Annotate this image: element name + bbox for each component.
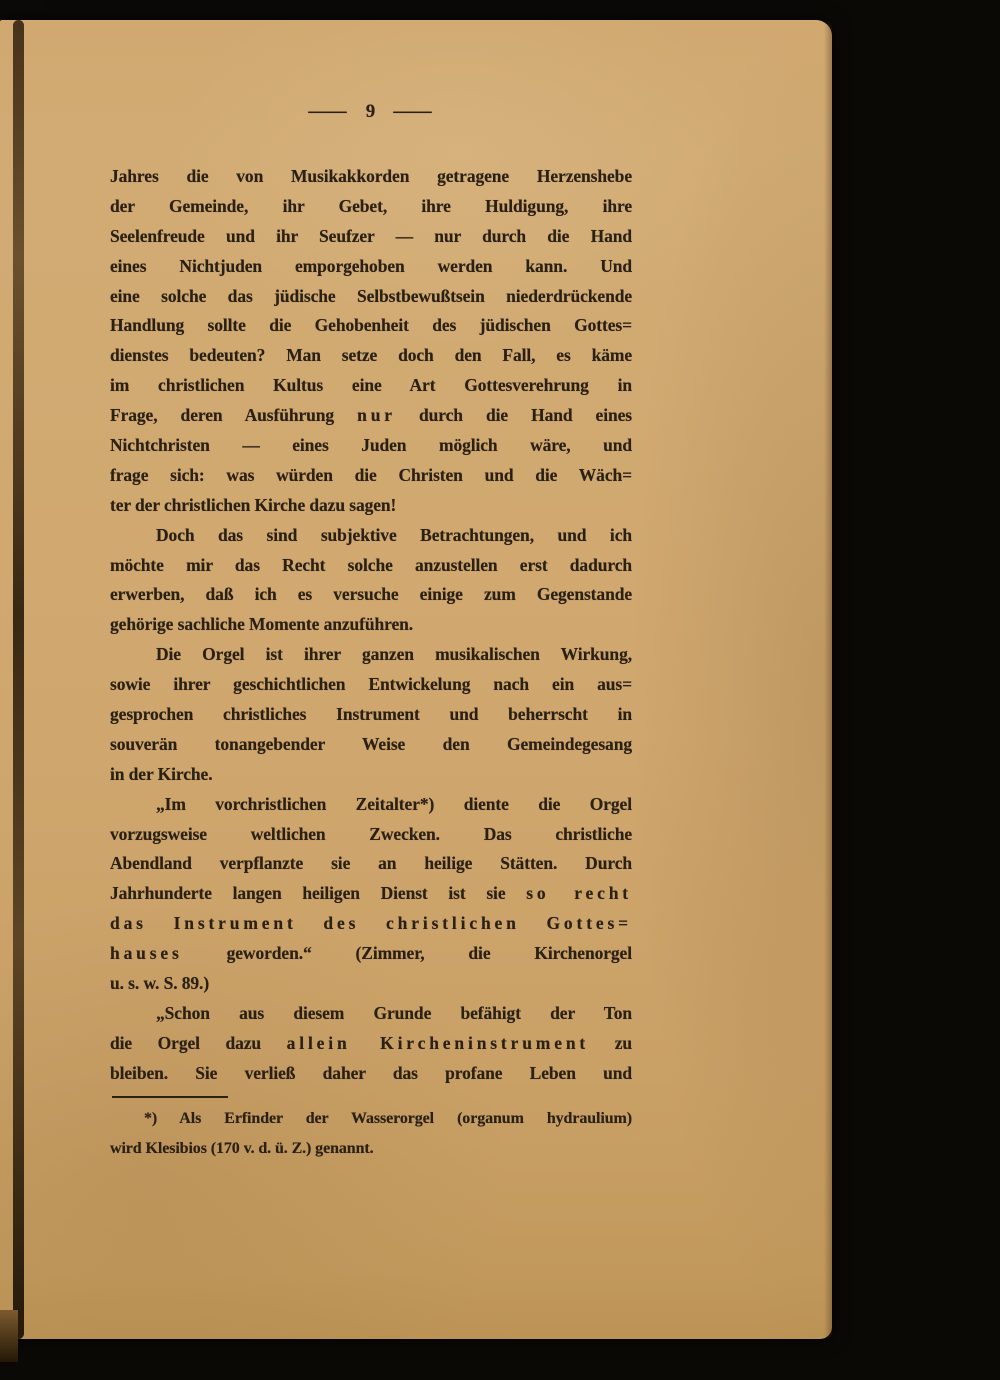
text-line — [110, 521, 632, 551]
text-segment: der Gemeinde, ihr Gebet, ihre Huldigung, ihre — [110, 195, 632, 216]
text-segment: „Schon aus diesem Grunde befähigt der Ton — [156, 1002, 632, 1023]
text-line — [110, 192, 632, 222]
text-segment: Nichtchristen — eines Juden möglich wäre, und — [110, 435, 632, 456]
text-segment: geworden.“ (Zimmer, die Kirchenorgel — [182, 943, 632, 964]
text-segment: Doch das sind subjektive Betrachtungen, und ich — [156, 524, 632, 545]
text-line — [110, 580, 632, 610]
footnote-rule — [112, 1096, 228, 1098]
text-line — [110, 820, 632, 850]
text-line — [110, 640, 632, 670]
text-segment: wird Klesibios (170 v. d. ü. Z.) genannt. — [110, 1139, 374, 1157]
text-line — [110, 909, 632, 939]
text-line — [110, 491, 632, 521]
spine-fold-tail — [0, 1310, 18, 1362]
text-segment: in der Kirche. — [110, 763, 213, 784]
page-number-value: 9 — [365, 101, 377, 122]
page-content — [110, 100, 632, 1164]
page-number-dash-right: — — [393, 100, 434, 122]
text-line — [110, 252, 632, 282]
text-segment: Abendland verpflanzte sie an heilige Stätten. Durch — [110, 853, 632, 874]
text-line — [110, 431, 632, 461]
text-segment: Seelenfreude und ihr Seufzer — nur durch die Hand — [110, 225, 632, 246]
text-segment: Jahres die von Musikakkorden getragene Herzenshebe — [110, 166, 632, 186]
text-segment: erwerben, daß ich es versuche einige zum Gegenstande — [110, 584, 632, 605]
text-segment: „Im vorchristlichen Zeitalter*) diente die Orgel — [156, 793, 632, 814]
text-line — [110, 939, 632, 969]
text-segment: durch die Hand eines — [395, 405, 632, 426]
main-text — [110, 162, 632, 1089]
text-line — [110, 730, 632, 760]
text-line — [110, 760, 632, 790]
text-line — [110, 282, 632, 312]
text-segment: eines Nichtjuden emporgehoben werden kann. Und — [110, 255, 632, 276]
text-segment: vorzugsweise weltlichen Zwecken. Das christliche — [110, 823, 632, 844]
text-segment: gehörige sachliche Momente anzuführen. — [110, 614, 414, 635]
text-segment: bleiben. Sie verließ daher das profane Leben und — [110, 1062, 632, 1083]
text-segment: *) Als Erfinder der Wasserorgel (organum hydraulium) — [144, 1109, 632, 1127]
letterspaced-text: allein Kircheninstrument — [286, 1032, 590, 1053]
text-line — [110, 162, 632, 192]
text-segment: Frage, deren Ausführung — [110, 405, 358, 426]
text-line — [110, 969, 632, 999]
text-line — [110, 461, 632, 491]
text-segment: im christlichen Kultus eine Art Gottesverehrung in — [110, 375, 632, 396]
text-segment: möchte mir das Recht solche anzustellen erst dadurch — [110, 554, 632, 575]
binding-crease-core — [13, 20, 24, 1339]
letterspaced-text: nur — [357, 405, 396, 426]
text-segment: frage sich: was würden die Christen und die Wäch= — [110, 464, 632, 485]
text-segment: ter der christlichen Kirche dazu sagen! — [110, 494, 397, 515]
text-line — [110, 849, 632, 879]
text-line — [110, 790, 632, 820]
letterspaced-text: so recht — [526, 883, 632, 904]
text-segment: zu — [589, 1032, 632, 1053]
text-segment: Handlung sollte die Gehobenheit des jüdischen Gottes= — [110, 315, 632, 336]
text-line — [110, 222, 632, 252]
text-line — [110, 1134, 632, 1164]
letterspaced-text: das Instrument des christlichen Gottes= — [110, 913, 632, 934]
text-segment: Die Orgel ist ihrer ganzen musikalischen Wirkung, — [156, 644, 632, 665]
letterspaced-text: hauses — [110, 943, 183, 964]
text-line — [110, 341, 632, 371]
text-segment: gesprochen christliches Instrument und beherrscht in — [110, 704, 632, 725]
page-number-dash-left: — — [308, 100, 349, 122]
text-segment: u. s. w. S. 89.) — [110, 973, 210, 994]
text-segment: Jahrhunderte langen heiligen Dienst ist sie — [110, 883, 527, 904]
text-segment: dienstes bedeuten? Man setze doch den Fall, es käme — [110, 345, 632, 366]
text-segment: die Orgel dazu — [110, 1032, 287, 1053]
binding-crease-shadow — [0, 20, 52, 1339]
text-line — [110, 311, 632, 341]
text-line — [110, 610, 632, 640]
text-line — [110, 670, 632, 700]
book-page — [0, 20, 832, 1339]
top-left-corner-notch — [0, 0, 48, 10]
text-segment: souverän tonangebender Weise den Gemeindegesang — [110, 733, 632, 754]
text-line — [110, 700, 632, 730]
text-line — [110, 999, 632, 1029]
text-line — [110, 1029, 632, 1059]
text-segment: eine solche das jüdische Selbstbewußtsein niederdrückende — [110, 285, 632, 306]
text-segment: sowie ihrer geschichtlichen Entwickelung nach ein aus= — [110, 674, 632, 695]
text-line — [110, 401, 632, 431]
page-number — [110, 100, 632, 122]
text-line — [110, 1059, 632, 1089]
text-line — [110, 551, 632, 581]
text-line — [110, 371, 632, 401]
text-line — [110, 1104, 632, 1134]
footnote — [110, 1104, 632, 1164]
text-line — [110, 879, 632, 909]
